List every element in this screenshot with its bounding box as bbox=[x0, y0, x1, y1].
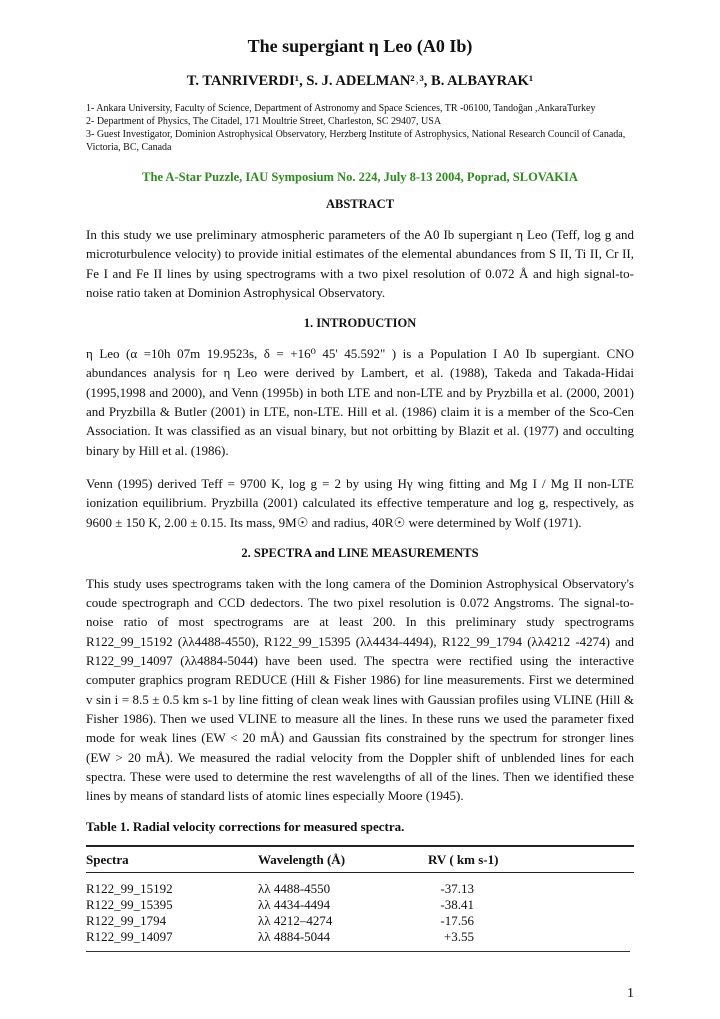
table-row bbox=[86, 897, 634, 913]
affiliation-1: 1- Ankara University, Faculty of Science, Department of Astronomy and Space Sciences, TR -06100, Tandoğan ,AnkaraTurkey bbox=[86, 103, 596, 114]
cell-spectra: R122_99_15395 bbox=[86, 897, 173, 913]
column-header-rv: RV ( km s-1) bbox=[428, 846, 634, 873]
abstract-heading: ABSTRACT bbox=[325, 197, 395, 211]
affiliation-2: 2- Department of Physics, The Citadel, 171 Moultrie Street, Charleston, SC 29407, USA bbox=[86, 116, 442, 127]
paper-title: The supergiant η Leo (A0 Ib) bbox=[247, 36, 473, 56]
cell-rv bbox=[428, 897, 634, 913]
table-row bbox=[86, 913, 634, 929]
column-header-spectra: Spectra bbox=[86, 846, 258, 873]
author-list: T. TANRIVERDI¹, S. J. ADELMAN²˒³, B. ALBAYRAK¹ bbox=[186, 73, 534, 89]
affiliation-3: 3- Guest Investigator, Dominion Astrophysical Observatory, Herzberg Institute of Astrophysics, National Research Council of Canada, Victoria, BC, Canada bbox=[86, 129, 626, 153]
cell-spectra: R122_99_14097 bbox=[86, 929, 173, 945]
affiliations bbox=[86, 102, 634, 154]
cell-rv bbox=[428, 929, 634, 945]
cell-spectra: R122_99_1794 bbox=[86, 913, 167, 929]
cell-wavelength: λλ 4488-4550 bbox=[258, 881, 331, 897]
cell-wavelength: λλ 4212–4274 bbox=[258, 913, 333, 929]
abstract-text: In this study we use preliminary atmospheric parameters of the A0 Ib supergiant η Leo (Teff, log g and microturbulence velocity) to provide initial estimates of the elemental abundances from S II, Ti II, Cr II, Fe I and Fe II lines by using spectrograms with a two pixel resolution of 0.072 Å and high signal-to-noise ratio taken at Dominion Astrophysical Observatory. bbox=[86, 227, 634, 300]
rv-value: -37.13 bbox=[440, 881, 474, 897]
cell-wavelength: λλ 4884-5044 bbox=[258, 929, 331, 945]
table-end-rule bbox=[86, 951, 630, 952]
table-header-row bbox=[86, 846, 634, 873]
rv-value: -17.56 bbox=[440, 913, 474, 929]
rv-value: -38.41 bbox=[440, 897, 474, 913]
conference-line: The A-Star Puzzle, IAU Symposium No. 224, July 8-13 2004, Poprad, SLOVAKIA bbox=[142, 170, 578, 184]
cell-rv bbox=[428, 913, 634, 929]
page-number: 1 bbox=[627, 986, 634, 1001]
radial-velocity-table bbox=[86, 845, 634, 945]
spectra-heading: 2. SPECTRA and LINE MEASUREMENTS bbox=[241, 545, 479, 560]
introduction-paragraph-2: Venn (1995) derived Teff = 9700 K, log g = 2 by using Hγ wing fitting and Mg I / Mg II non-LTE ionization equilibrium. Pryzbilla (2001) calculated its effective temperature and log g, respectively, as 9600 ± 150 K, 2.00 ± 0.15. Its mass, 9M☉ and radius, 40R☉ were determined by Wolf (1971). bbox=[86, 475, 634, 530]
table-row bbox=[86, 873, 634, 898]
table-caption: Table 1. Radial velocity corrections for measured spectra. bbox=[86, 819, 405, 835]
cell-wavelength: λλ 4434-4494 bbox=[258, 897, 331, 913]
column-header-wavelength: Wavelength (Å) bbox=[258, 846, 428, 873]
cell-rv bbox=[428, 873, 634, 898]
spectra-paragraph: This study uses spectrograms taken with the long camera of the Dominion Astrophysical Observatory's coude spectrograph and CCD dedectors. The two pixel resolution is 0.072 Angstroms. The signal-to-noise ratio of most spectrograms are at least 200. In this preliminary study spectrograms R122_99_15192 (λλ4488-4550), R122_99_15395 (λλ4434-4494), R122_99_1794 (λλ4212 -4274) and R122_99_14097 (λλ4884-5044) have been used. The spectra were rectified using the interactive computer graphics program REDUCE (Hill & Fisher 1986) for line measurements. First we determined v sin i = 8.5 ± 0.5 km s-1 by line fitting of clean weak lines with Gaussian profiles using VLINE (Hill & Fisher 1986). Then we used VLINE to measure all the lines. In these runs we used the parameter fixed mode for weak lines (EW < 20 mÅ) and Gaussian fits constrained by the spectrum for stronger lines (EW > 20 mÅ). We measured the radial velocity from the Doppler shift of unblended lines for each spectra. These were used to determine the rest wavelengths of all of the lines. Then we identified these lines by means of standard lists of atomic lines especially Moore (1945). bbox=[86, 575, 634, 804]
introduction-paragraph-1: η Leo (α =10h 07m 19.9523s, δ = +16⁰ 45' 45.592" ) is a Population I A0 Ib supergiant. CNO abundances analysis for η Leo were derived by Lambert, et al. (1988), Takeda and Takada-Hidai (1995,1998 and 2000), and Venn (1995b) in both LTE and non-LTE and by Pryzbilla et al. (2000, 2001) and Pryzbilla & Butler (2001) in LTE, non-LTE. Hill et al. (1986) claim it is a member of the Sco-Cen Association. It was classified as an visual binary, but not orbitting by Blazit et al. (1977) and occulting binary by Hill et al. (1986). bbox=[86, 346, 634, 458]
cell-spectra: R122_99_15192 bbox=[86, 881, 173, 897]
rv-value: +3.55 bbox=[443, 929, 474, 945]
table-row bbox=[86, 929, 634, 945]
introduction-heading: 1. INTRODUCTION bbox=[303, 316, 417, 331]
